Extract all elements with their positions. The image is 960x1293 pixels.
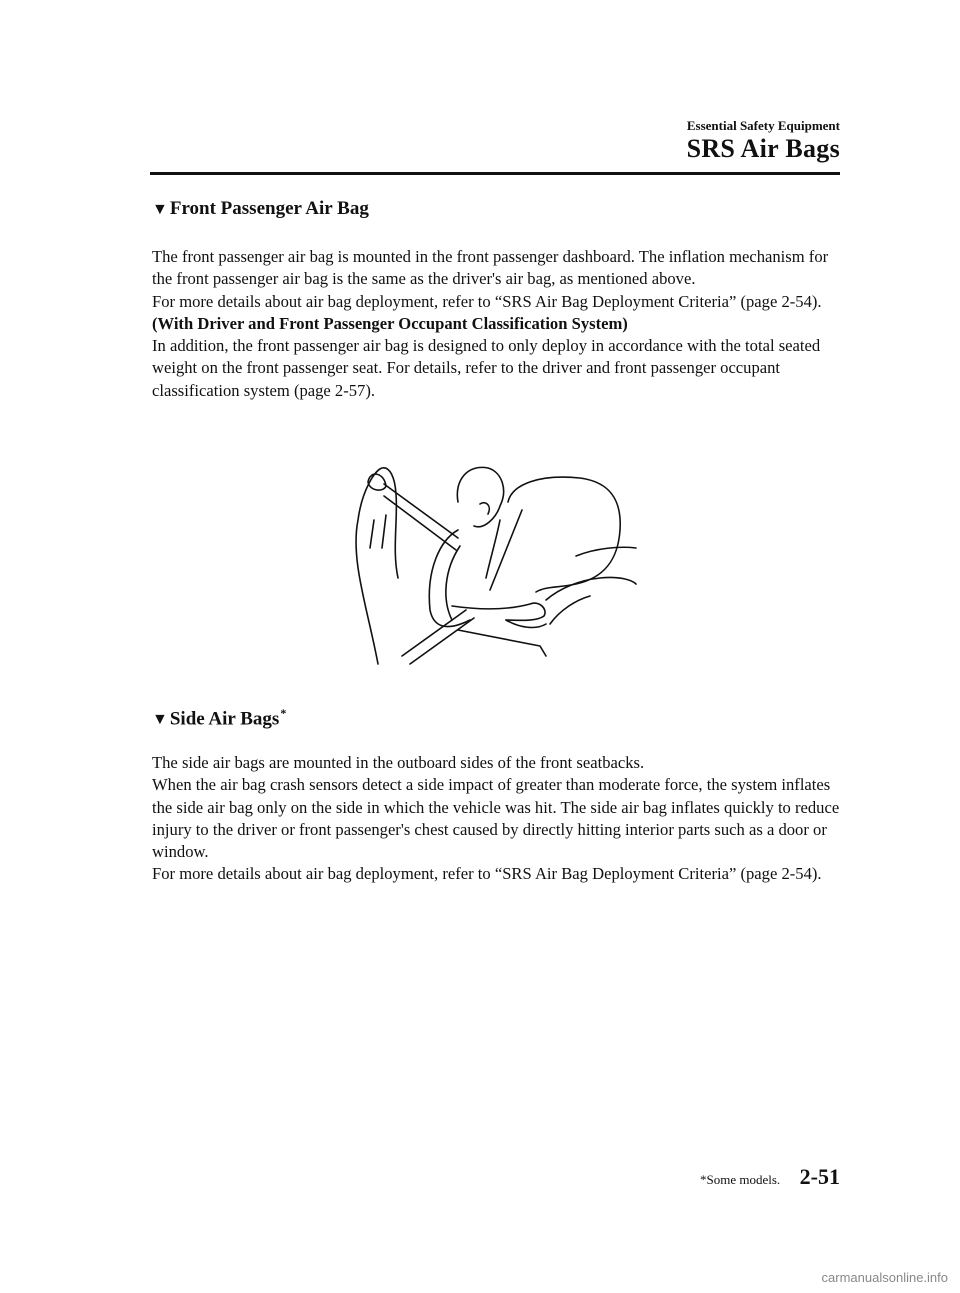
paragraph: In addition, the front passenger air bag is designed to only deploy in accordance with the total seated weight on the front passenger seat. For details, refer to the driver and front passenger occupant classification system (page 2-57). <box>152 336 821 400</box>
side-air-bags-body <box>152 752 842 886</box>
some-models-mark: * <box>280 706 287 720</box>
paragraph: For more details about air bag deployment, refer to “SRS Air Bag Deployment Criteria” (page 2-54). <box>152 864 822 884</box>
header-rule <box>150 172 840 175</box>
paragraph: For more details about air bag deployment, refer to “SRS Air Bag Deployment Criteria” (page 2-54). <box>152 291 822 311</box>
triangle-bullet-icon: ▼ <box>152 711 168 729</box>
front-passenger-body <box>152 246 842 402</box>
page-title: SRS Air Bags <box>686 134 840 163</box>
header-section-label: Essential Safety Equipment <box>686 118 840 133</box>
heading-text: Front Passenger Air Bag <box>169 198 369 219</box>
watermark: carmanualsonline.info <box>821 1270 948 1285</box>
heading-text: Side Air Bags <box>169 708 280 730</box>
footer-note-text: Some models. <box>706 1172 781 1187</box>
paragraph-bold: (With Driver and Front Passenger Occupant Classification System) <box>152 313 628 333</box>
paragraph: The front passenger air bag is mounted in the front passenger dashboard. The inflation mechanism for the front passenger air bag is the same as the driver's air bag, as mentioned above. <box>152 247 829 289</box>
paragraph: When the air bag crash sensors detect a side impact of greater than moderate force, the system inflates the side air bag only on the side in which the vehicle was hit. The side air bag inflates quickly to reduce injury to the driver or front passenger's chest caused by directly hitting interior parts such as a door or window. <box>152 775 840 862</box>
footer-note <box>700 1172 780 1188</box>
airbag-illustration <box>340 460 640 670</box>
triangle-bullet-icon: ▼ <box>152 201 168 218</box>
page-number: 2-51 <box>799 1164 840 1189</box>
section-heading-front-passenger <box>152 198 369 220</box>
section-heading-side-air-bags <box>152 706 286 730</box>
paragraph: The side air bags are mounted in the outboard sides of the front seatbacks. <box>152 753 645 772</box>
some-models-mark: * <box>700 1172 707 1187</box>
